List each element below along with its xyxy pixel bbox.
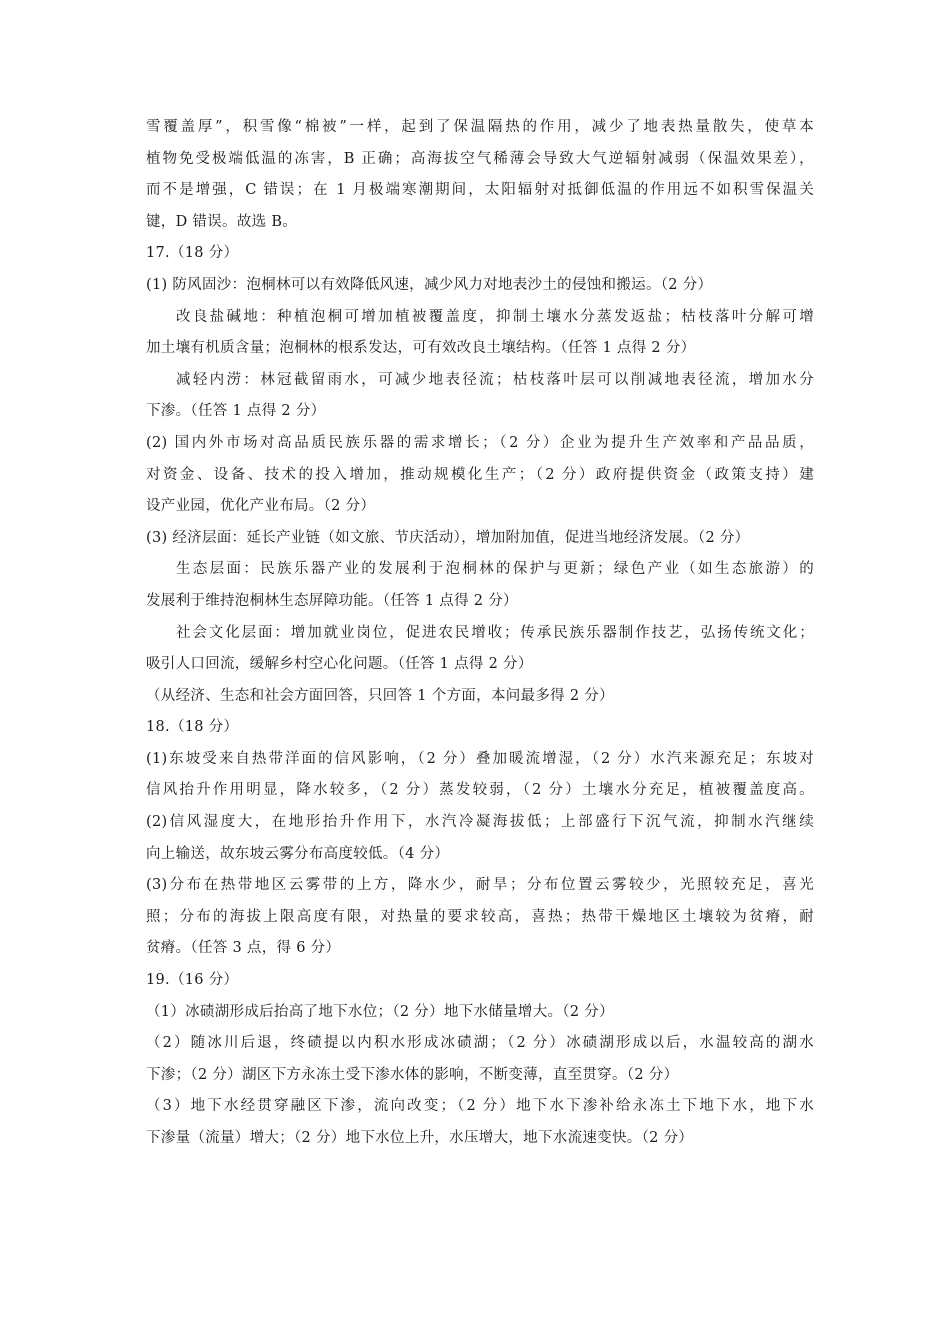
text-line: (1) 防风固沙：泡桐林可以有效降低风速，减少风力对地表沙土的侵蚀和搬运。（2 分） xyxy=(146,276,713,293)
text-line: 对资金、设备、技术的投入增加，推动规模化生产；（2 分）政府提供资金（政策支持）建 xyxy=(146,466,814,483)
text-line: 生态层面：民族乐器产业的发展利于泡桐林的保护与更新；绿色产业（如生态旅游）的 xyxy=(176,561,814,578)
text-line: 向上输送，故东坡云雾分布高度较低。（4 分） xyxy=(146,845,450,862)
text-line: (3) 经济层面：延长产业链（如文旅、节庆活动），增加附加值，促进当地经济发展。（2 分） xyxy=(146,529,750,546)
text-line: (3)分布在热带地区云雾带的上方，降水少，耐旱；分布位置云雾较少，光照较充足，喜光 xyxy=(146,877,814,894)
text-line: 信风抬升作用明显，降水较多，（2 分）蒸发较弱，（2 分）土壤水分充足，植被覆盖度高。 xyxy=(146,782,814,799)
text-line: 下渗；（2 分）湖区下方永冻土受下渗水体的影响，不断变薄，直至贯穿。（2 分） xyxy=(146,1066,679,1083)
text-line: （从经济、生态和社会方面回答，只回答 1 个方面，本问最多得 2 分） xyxy=(146,687,614,704)
text-line: 贫瘠。（任答 3 点，得 6 分） xyxy=(146,940,341,957)
text-line: 键，D 错误。故选 B。 xyxy=(146,213,298,230)
text-line: 发展利于维持泡桐林生态屏障功能。（任答 1 点得 2 分） xyxy=(146,592,518,609)
question-heading-19: 19.（16 分） xyxy=(146,972,239,989)
text-line: 社会文化层面：增加就业岗位，促进农民增收；传承民族乐器制作技艺，弘扬传统文化； xyxy=(176,624,814,641)
text-line: 改良盐碱地：种植泡桐可增加植被覆盖度，抑制土壤水分蒸发返盐；枯枝落叶分解可增 xyxy=(176,308,814,325)
question-heading-18: 18.（18 分） xyxy=(146,719,239,736)
text-line: (2)信风湿度大，在地形抬升作用下，水汽冷凝海拔低；上部盛行下沉气流，抑制水汽继续 xyxy=(146,814,814,831)
text-line: (1)东坡受来自热带洋面的信风影响，（2 分）叠加暖流增湿，（2 分）水汽来源充足；东坡对 xyxy=(146,750,814,767)
text-line: （2）随冰川后退，终碛提以内积水形成冰碛湖；（2 分）冰碛湖形成以后，水温较高的湖水 xyxy=(146,1035,814,1052)
answer-document xyxy=(146,112,814,1155)
text-line: 雪覆盖厚”，积雪像“棉被”一样，起到了保温隔热的作用，减少了地表热量散失，使草本 xyxy=(146,119,814,135)
text-line: 照；分布的海拔上限高度有限，对热量的要求较高，喜热；热带干燥地区土壤较为贫瘠，耐 xyxy=(146,908,814,925)
text-line: 吸引人口回流，缓解乡村空心化问题。（任答 1 点得 2 分） xyxy=(146,656,533,673)
text-line: 而不是增强，C 错误；在 1 月极端寒潮期间，太阳辐射对抵御低温的作用远不如积雪保温关 xyxy=(146,182,814,199)
text-line: 设产业园，优化产业布局。（2 分） xyxy=(146,498,376,515)
text-line: （1）冰碛湖形成后抬高了地下水位；（2 分）地下水储量增大。（2 分） xyxy=(146,1003,614,1020)
text-line: 下渗量（流量）增大；（2 分）地下水位上升，水压增大，地下水流速变快。（2 分） xyxy=(146,1130,694,1146)
question-heading-17: 17.（18 分） xyxy=(146,245,239,262)
text-line: (2) 国内外市场对高品质民族乐器的需求增长；（2 分）企业为提升生产效率和产品品质， xyxy=(146,434,814,451)
text-line: 减轻内涝：林冠截留雨水，可减少地表径流；枯枝落叶层可以削减地表径流，增加水分 xyxy=(176,371,814,388)
text-line: 下渗。（任答 1 点得 2 分） xyxy=(146,403,326,420)
text-line: （3）地下水经贯穿融区下渗，流向改变；（2 分）地下水下渗补给永冻土下地下水，地下水 xyxy=(146,1098,814,1115)
text-line: 植物免受极端低温的冻害，B 正确；高海拔空气稀薄会导致大气逆辐射减弱（保温效果差）， xyxy=(146,150,814,167)
text-line: 加土壤有机质含量；泡桐林的根系发达，可有效改良土壤结构。（任答 1 点得 2 分） xyxy=(146,340,696,357)
